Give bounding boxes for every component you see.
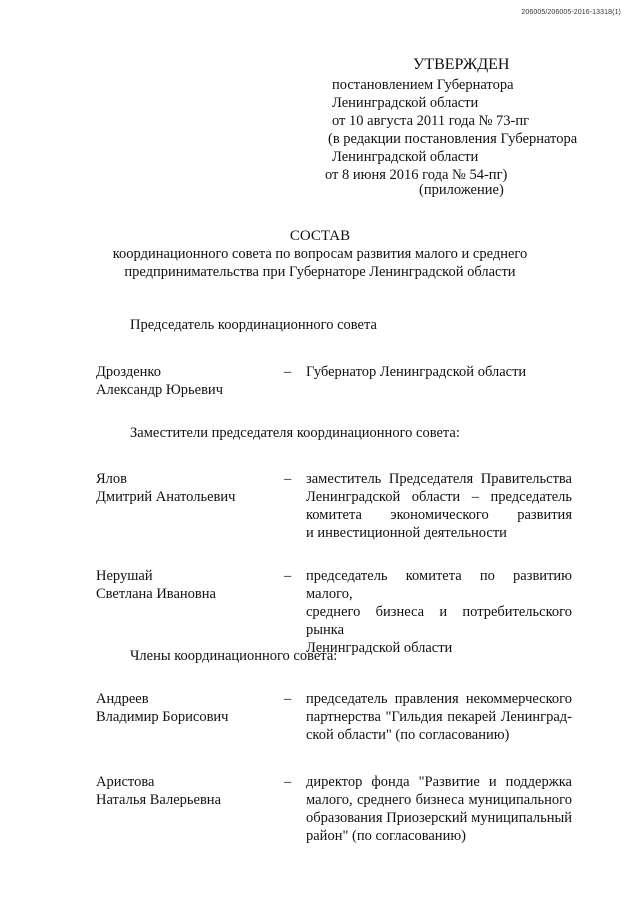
member-name [96,363,276,399]
member-name [96,567,276,603]
member-given-names: Наталья Валерьевна [96,792,221,808]
member-name [96,470,276,506]
approval-line: (приложение) [419,182,504,198]
position-line: Губернатор Ленинградской области [306,364,527,380]
member-given-names: Владимир Борисович [96,709,229,725]
position-line: партнерства "Гильдия пекарей Ленинград- [306,709,572,725]
member-position [306,470,572,542]
section-chairman: Председатель координационного совета [130,317,377,333]
approval-line: постановлением Губернатора [332,77,514,93]
position-line: малого, среднего бизнеса муниципального [306,792,572,808]
member-surname: Нерушай [96,568,153,584]
position-line: Ленинградской области – председатель [306,489,572,505]
member-surname: Аристова [96,774,155,790]
approval-line: (в редакции постановления Губернатора [328,131,578,147]
dash-separator: – [284,471,292,487]
member-name [96,773,276,809]
member-surname: Дрозденко [96,364,161,380]
member-position [306,567,572,657]
document-id: 206005/206005-2016-13318(1) [521,9,621,16]
dash-separator: – [284,568,292,584]
section-members: Члены координационного совета: [130,648,338,664]
dash-separator: – [284,691,292,707]
member-surname: Андреев [96,691,149,707]
position-line: ской области" (по согласованию) [306,727,510,743]
position-line: комитета экономического развития [306,507,572,523]
document-title [0,227,640,281]
position-line: район" (по согласованию) [306,828,466,844]
position-line: среднего бизнеса и потребительского рынка [306,604,572,638]
member-given-names: Светлана Ивановна [96,586,216,602]
dash-separator: – [284,364,292,380]
member-name [96,690,276,726]
member-given-names: Александр Юрьевич [96,382,223,398]
position-line: Ленинградской области [306,640,453,656]
title-line: СОСТАВ [289,228,351,244]
member-given-names: Дмитрий Анатольевич [96,489,236,505]
approval-line: от 10 августа 2011 года № 73-пг [332,113,530,129]
member-position [306,690,572,744]
member-surname: Ялов [96,471,128,487]
approval-line: от 8 июня 2016 года № 54-пг) [325,167,508,183]
dash-separator: – [284,774,292,790]
approval-line: Ленинградской области [332,149,479,165]
position-line: директор фонда "Развитие и поддержка [306,774,572,790]
approval-line: Ленинградской области [332,95,479,111]
position-line: председатель правления некоммерческого [306,691,572,707]
section-deputies: Заместители председателя координационного совета: [130,425,460,441]
member-position [306,773,572,845]
position-line: председатель комитета по развитию малого, [306,568,572,602]
approval-heading: УТВЕРЖДЕН [413,56,510,73]
title-line: координационного совета по вопросам развития малого и среднего [112,246,528,262]
position-line: и инвестиционной деятельности [306,525,507,541]
position-line: заместитель Председателя Правительства [306,471,572,487]
member-position [306,363,572,381]
position-line: образования Приозерский муниципальный [306,810,572,826]
title-line: предпринимательства при Губернаторе Ленинградской области [124,264,516,280]
